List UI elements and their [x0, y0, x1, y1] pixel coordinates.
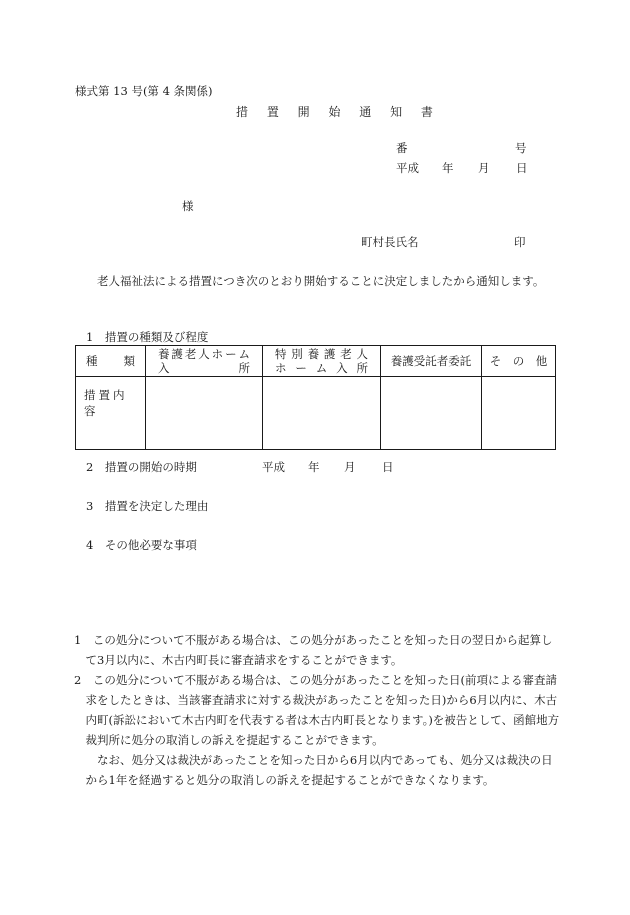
nursing-home-line1: 養護老人ホーム [158, 347, 250, 361]
measures-table [75, 345, 556, 450]
special-nursing-home-line1: 特別養護老人 [275, 347, 368, 361]
issue-date-year: 年 [442, 161, 454, 175]
form-number: 様式第 13 号(第 4 条関係) [75, 84, 213, 98]
foster-commission-header-cell: 養護受託者委託 [381, 346, 482, 377]
start-date [262, 461, 394, 475]
number-suffix: 号 [515, 141, 527, 155]
appeal-note-2-supplement: なお、処分又は裁決があったことを知った日から6月以内であっても、処分又は裁決の日から1年を経過すると処分の取消しの訴えを提起することができなくなります。 [85, 753, 553, 787]
appeal-note-2: 2 この処分について不服がある場合は、この処分があったことを知った日(前項による審査請求をしたときは、当該審査請求に対する裁決があったことを知った日)から6月以内に、木古内町(訴訟において木古内町を代表する者は木古内町長となります。)を被告として、函館地方裁判所に処分の取消しの訴えを提起することができます。 [74, 673, 560, 747]
foster-commission-content-cell [381, 377, 482, 450]
measures-header-row [76, 346, 556, 377]
notice-body: 老人福祉法による措置につき次のとおり開始することに決定しましたから通知します。 [97, 274, 545, 288]
issue-date-day: 日 [516, 161, 528, 175]
special-nursing-home-header-cell [263, 346, 381, 377]
section1-heading: 1 措置の種類及び程度 [86, 330, 209, 344]
addressee-suffix: 様 [182, 199, 194, 213]
start-date-month: 月 [344, 460, 356, 474]
special-nursing-home-content-cell [263, 377, 381, 450]
start-date-year: 年 [308, 460, 320, 474]
appeal-notes [74, 630, 560, 790]
appeal-note-1: 1 この処分について不服がある場合は、この処分があったことを知った日の翌日から起算して3月以内に、木古内町長に審査請求をすることができます。 [74, 633, 553, 667]
nursing-home-line2: 入 所 [158, 361, 250, 375]
issue-date-era: 平成 [396, 161, 419, 175]
number-label: 番 [396, 141, 408, 155]
other-content-cell [482, 377, 556, 450]
other-header-cell: そ の 他 [482, 346, 556, 377]
issue-date [396, 162, 528, 176]
measure-content-label: 措置内容 [76, 377, 146, 450]
kind-label-a: 種 [86, 354, 98, 368]
nursing-home-header-cell [146, 346, 263, 377]
kind-header-cell [76, 346, 146, 377]
issuer-label: 町村長氏名 [361, 235, 419, 249]
kind-label-b: 類 [123, 354, 135, 368]
document-title: 措 置 開 始 通 知 書 [236, 105, 441, 119]
section4-heading: 4 その他必要な事項 [86, 538, 197, 552]
issue-date-month: 月 [478, 161, 490, 175]
start-date-era: 平成 [262, 460, 285, 474]
special-nursing-home-line2: ホーム入所 [275, 361, 368, 375]
start-date-day: 日 [382, 460, 394, 474]
section2-heading: 2 措置の開始の時期 [86, 460, 197, 474]
measures-content-row [76, 377, 556, 450]
seal-mark: 印 [514, 235, 526, 249]
nursing-home-content-cell [146, 377, 263, 450]
section3-heading: 3 措置を決定した理由 [86, 499, 209, 513]
